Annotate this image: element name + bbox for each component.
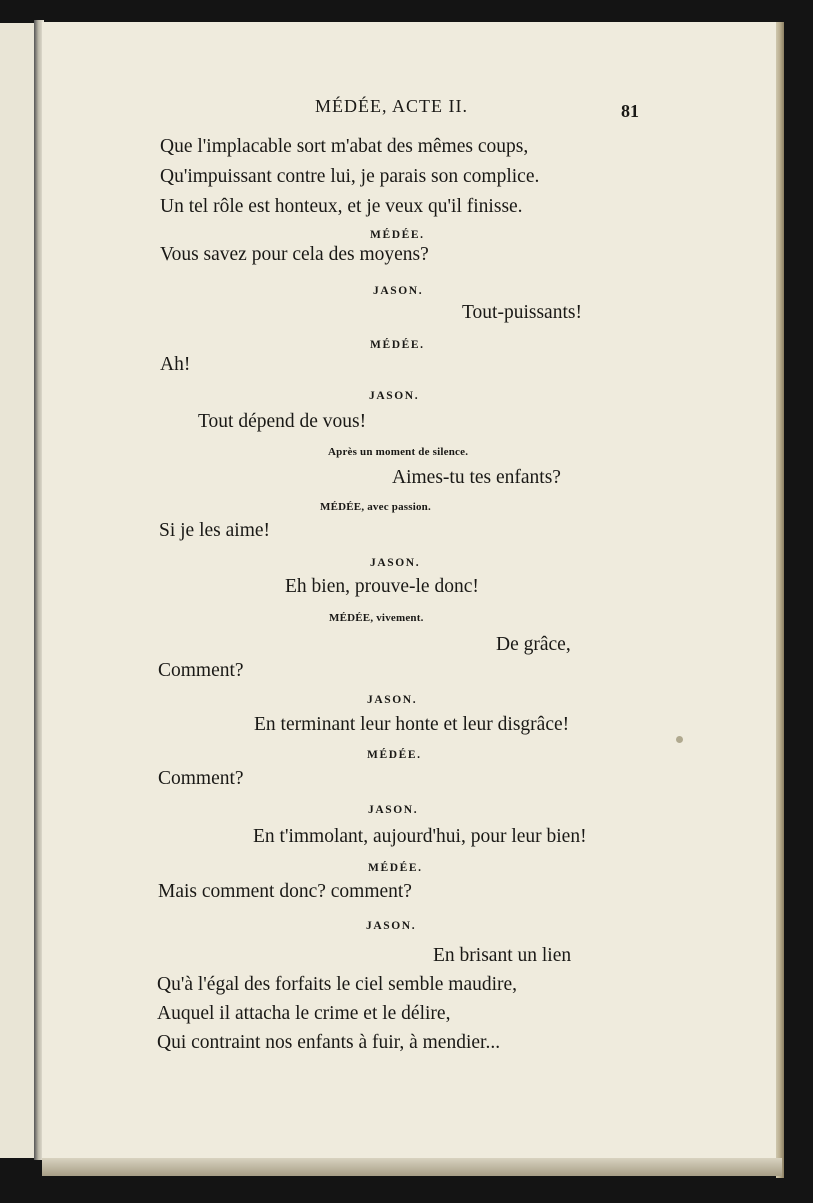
verse-line: Eh bien, prouve-le donc! xyxy=(285,576,479,597)
verse-line: Qui contraint nos enfants à fuir, à mendier... xyxy=(157,1032,501,1053)
verse-line: Qu'impuissant contre lui, je parais son complice. xyxy=(160,166,540,187)
verse-line: Ah! xyxy=(160,354,191,375)
verse-line: Comment? xyxy=(158,768,244,789)
page-bottom-edge xyxy=(42,1158,782,1176)
verse-line: Qu'à l'égal des forfaits le ciel semble maudire, xyxy=(157,974,518,995)
speaker-label: JASON. xyxy=(368,804,419,816)
speaker-stage-direction: MÉDÉE, avec passion. xyxy=(320,501,431,513)
speaker-label: MÉDÉE. xyxy=(368,862,423,874)
verse-line: Aimes-tu tes enfants? xyxy=(392,467,561,488)
speaker-label: MÉDÉE. xyxy=(370,339,425,351)
speaker-label: JASON. xyxy=(367,694,418,706)
verse-line: Auquel il attacha le crime et le délire, xyxy=(157,1003,451,1024)
verse-line: Si je les aime! xyxy=(159,520,271,541)
verse-line: Un tel rôle est honteux, et je veux qu'il finisse. xyxy=(160,196,523,217)
speaker-label: JASON. xyxy=(366,920,417,932)
verse-line: Vous savez pour cela des moyens? xyxy=(160,244,429,265)
paper-spot xyxy=(676,736,683,743)
verse-line: Tout dépend de vous! xyxy=(198,411,367,432)
facing-page-edge xyxy=(0,23,36,1158)
speaker-label: JASON. xyxy=(373,285,424,297)
stage-direction: Après un moment de silence. xyxy=(328,446,469,458)
verse-line: En terminant leur honte et leur disgrâce! xyxy=(254,714,570,735)
verse-line: Comment? xyxy=(158,660,244,681)
page-stack-edge xyxy=(776,22,784,1178)
verse-line: Tout-puissants! xyxy=(462,302,582,323)
running-header: MÉDÉE, ACTE II. xyxy=(315,96,468,116)
verse-line: En brisant un lien xyxy=(433,945,572,966)
verse-line: Mais comment donc? comment? xyxy=(158,881,412,902)
speaker-stage-direction: MÉDÉE, vivement. xyxy=(329,612,424,624)
verse-line: En t'immolant, aujourd'hui, pour leur bien! xyxy=(253,826,587,847)
speaker-label: JASON. xyxy=(370,557,421,569)
speaker-label: JASON. xyxy=(369,390,420,402)
speaker-label: MÉDÉE. xyxy=(370,229,425,241)
page-number: 81 xyxy=(621,101,639,121)
verse-line: De grâce, xyxy=(496,634,571,655)
speaker-label: MÉDÉE. xyxy=(367,749,422,761)
verse-line: Que l'implacable sort m'abat des mêmes coups, xyxy=(160,136,529,157)
